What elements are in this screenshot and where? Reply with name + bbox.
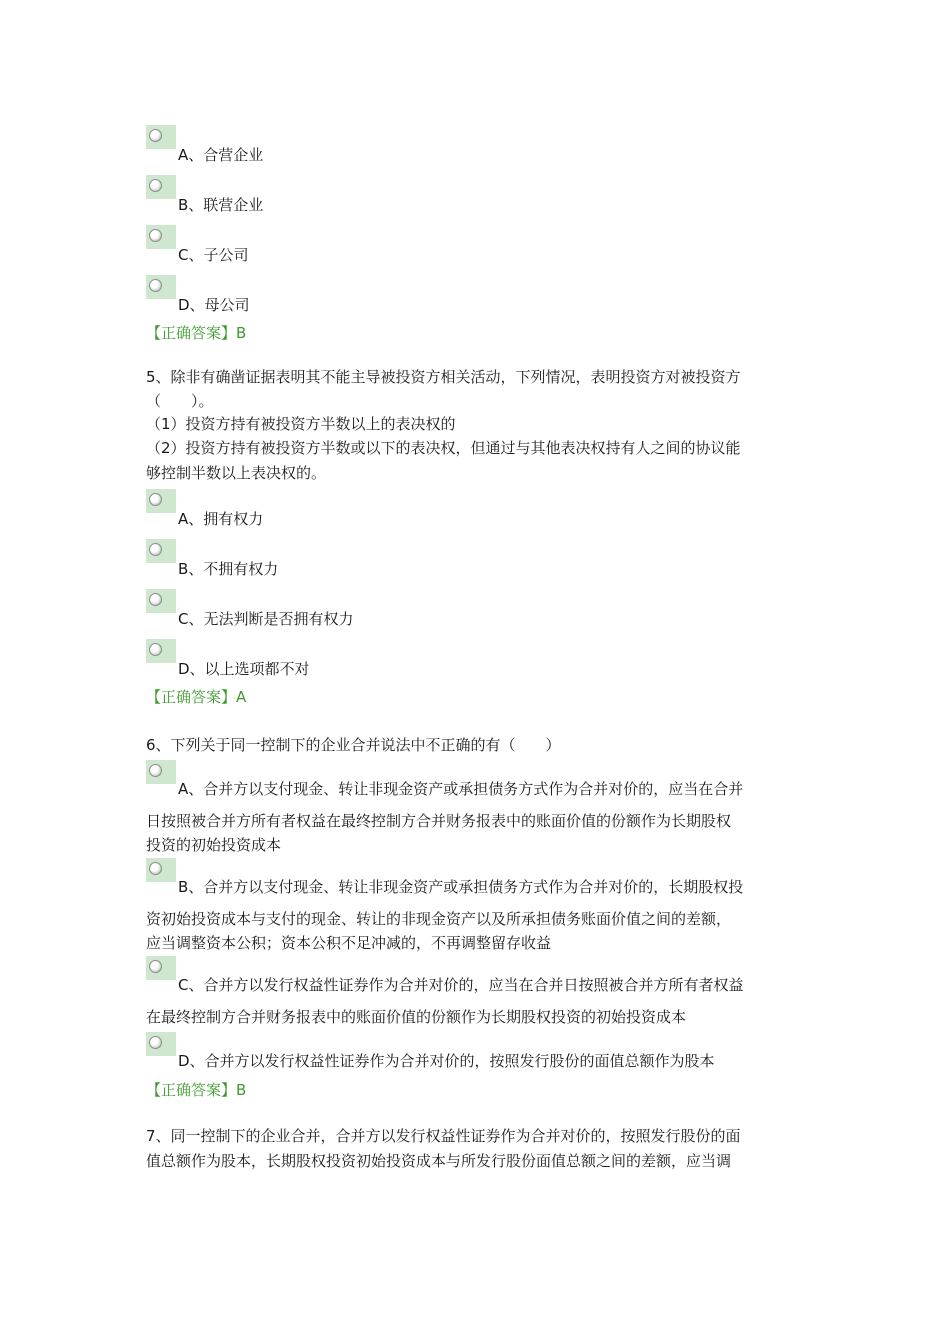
q5-option-a[interactable] <box>146 489 816 539</box>
radio-circle <box>149 1036 162 1049</box>
option-label: C、合并方以发行权益性证券作为合并对价的，应当在合并日按照被合并方所有者权益 <box>178 976 744 994</box>
q5-correct-answer: 【正确答案】A <box>146 688 247 706</box>
radio-circle <box>149 279 162 292</box>
q5-stem-line: （ ）。 <box>146 392 214 410</box>
option-label: D、合并方以发行权益性证券作为合并对价的，按照发行股份的面值总额作为股本 <box>178 1052 715 1070</box>
radio-button-icon[interactable] <box>146 760 176 784</box>
radio-button-icon[interactable] <box>146 639 176 663</box>
q4-option-a[interactable] <box>146 125 816 175</box>
q5-stem-line: 5、除非有确凿证据表明其不能主导被投资方相关活动，下列情况，表明投资方对被投资方 <box>146 368 741 386</box>
radio-circle <box>149 960 162 973</box>
q7-stem <box>146 1124 816 1174</box>
option-label: B、不拥有权力 <box>178 560 279 578</box>
question-page <box>146 125 816 1174</box>
q7-stem-line: 7、同一控制下的企业合并，合并方以发行权益性证券作为合并对价的，按照发行股份的面 <box>146 1127 741 1145</box>
option-continuation: 日按照被合并方所有者权益在最终控制方合并财务报表中的账面价值的份额作为长期股权 <box>146 812 732 830</box>
q6-option-b[interactable] <box>146 858 816 954</box>
q6-stem <box>146 733 816 758</box>
option-label: C、无法判断是否拥有权力 <box>178 610 354 628</box>
option-label: D、以上选项都不对 <box>178 660 310 678</box>
radio-button-icon[interactable] <box>146 175 176 199</box>
q5-stem <box>146 365 816 486</box>
radio-circle <box>149 593 162 606</box>
radio-button-icon[interactable] <box>146 956 176 980</box>
q4-options <box>146 125 816 357</box>
option-label: C、子公司 <box>178 246 249 264</box>
q6-stem-line: 6、下列关于同一控制下的企业合并说法中不正确的有（ ） <box>146 736 561 754</box>
q6-option-a[interactable] <box>146 760 816 856</box>
option-label: A、合并方以支付现金、转让非现金资产或承担债务方式作为合并对价的，应当在合并 <box>178 780 744 798</box>
option-label: D、母公司 <box>178 296 250 314</box>
radio-circle <box>149 862 162 875</box>
q4-option-b[interactable] <box>146 175 816 225</box>
q6-correct-answer: 【正确答案】B <box>146 1081 247 1099</box>
option-label: B、合并方以支付现金、转让非现金资产或承担债务方式作为合并对价的，长期股权投 <box>178 878 744 896</box>
radio-button-icon[interactable] <box>146 125 176 149</box>
option-continuation: 应当调整资本公积；资本公积不足冲减的，不再调整留存收益 <box>146 934 552 952</box>
option-label: A、合营企业 <box>178 146 264 164</box>
radio-circle <box>149 129 162 142</box>
q6-options <box>146 760 816 1114</box>
option-label: B、联营企业 <box>178 196 264 214</box>
radio-button-icon[interactable] <box>146 1032 176 1056</box>
radio-button-icon[interactable] <box>146 225 176 249</box>
radio-circle <box>149 643 162 656</box>
q5-stem-line: 够控制半数以上表决权的。 <box>146 464 327 482</box>
option-label: A、拥有权力 <box>178 510 264 528</box>
radio-button-icon[interactable] <box>146 539 176 563</box>
radio-button-icon[interactable] <box>146 858 176 882</box>
radio-button-icon[interactable] <box>146 589 176 613</box>
q6-option-c[interactable] <box>146 956 816 1030</box>
q7-stem-line: 值总额作为股本，长期股权投资初始投资成本与所发行股份面值总额之间的差额，应当调 <box>146 1152 732 1170</box>
q5-stem-line: （1）投资方持有被投资方半数以上的表决权的 <box>146 415 456 433</box>
radio-circle <box>149 493 162 506</box>
radio-circle <box>149 179 162 192</box>
q4-correct-answer: 【正确答案】B <box>146 324 247 342</box>
option-continuation: 资初始投资成本与支付的现金、转让的非现金资产以及所承担债务账面价值之间的差额， <box>146 910 732 928</box>
q4-option-c[interactable] <box>146 225 816 275</box>
radio-button-icon[interactable] <box>146 489 176 513</box>
radio-circle <box>149 764 162 777</box>
option-continuation: 投资的初始投资成本 <box>146 836 282 854</box>
q5-option-d[interactable] <box>146 639 816 685</box>
q5-option-c[interactable] <box>146 589 816 639</box>
q4-option-d[interactable] <box>146 275 816 321</box>
q5-options <box>146 489 816 721</box>
q5-option-b[interactable] <box>146 539 816 589</box>
option-continuation: 在最终控制方合并财务报表中的账面价值的份额作为长期股权投资的初始投资成本 <box>146 1008 687 1026</box>
q6-option-d[interactable] <box>146 1032 816 1072</box>
radio-circle <box>149 543 162 556</box>
radio-button-icon[interactable] <box>146 275 176 299</box>
radio-circle <box>149 229 162 242</box>
q5-stem-line: （2）投资方持有被投资方半数或以下的表决权，但通过与其他表决权持有人之间的协议能 <box>146 439 741 457</box>
